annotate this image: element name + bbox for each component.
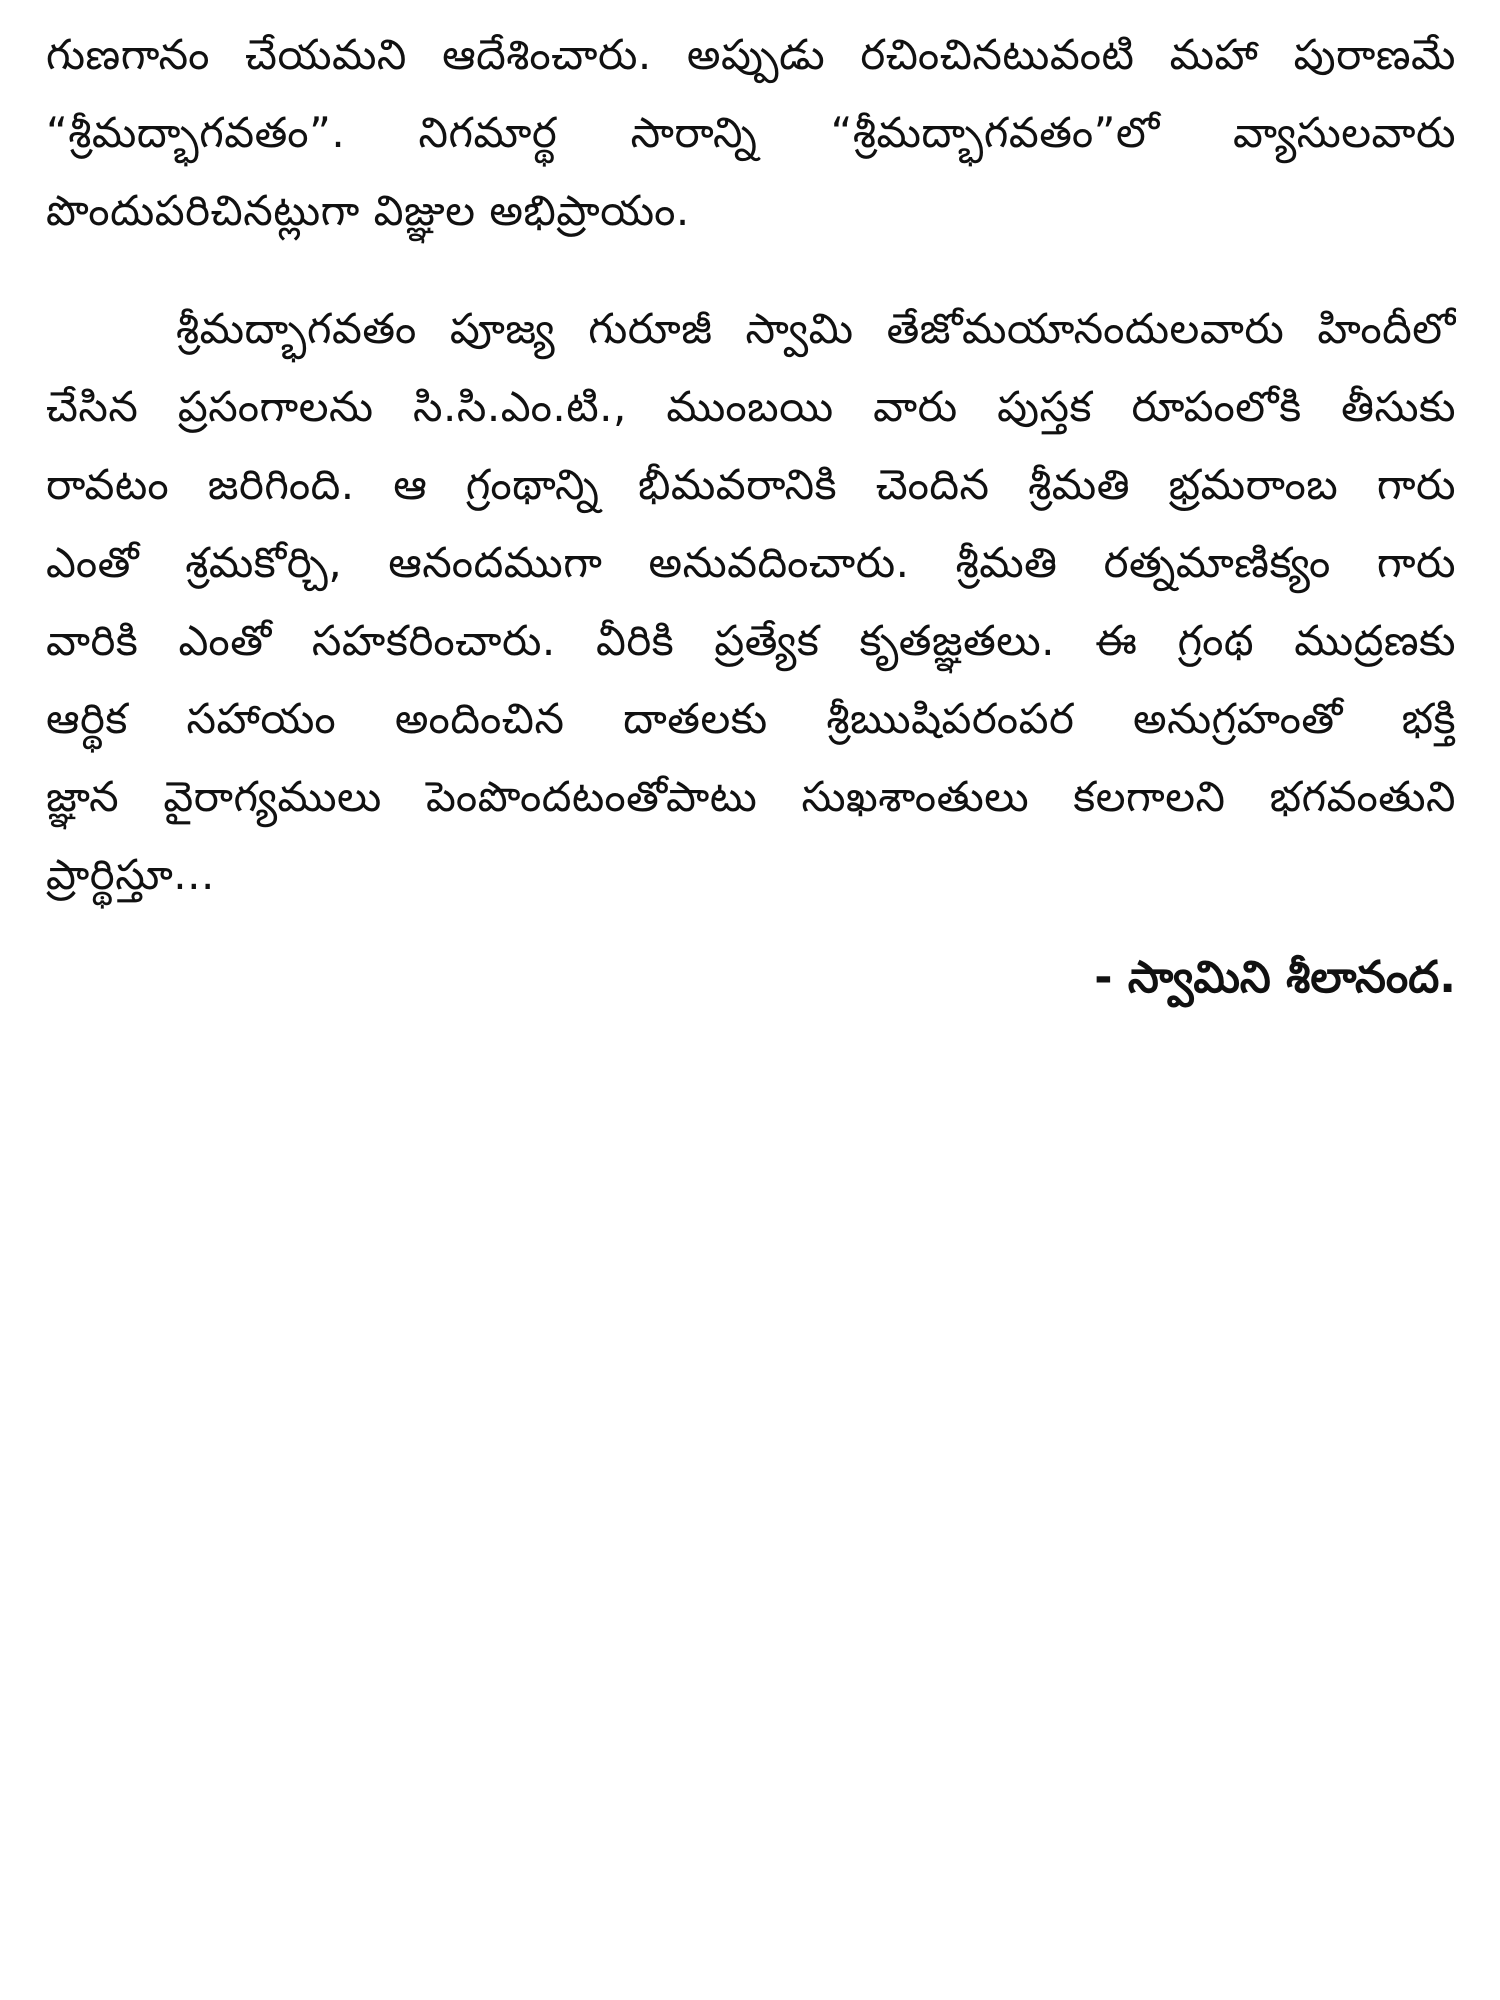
- paragraph-2-line-5: వారికి ఎంతో సహకరించారు. వీరికి ప్రత్యేక కృతజ్ఞతలు. ఈ గ్రంథ ముద్రణకు: [46, 616, 1456, 665]
- paragraph-1: [46, 16, 1456, 250]
- paragraph-2-line-6: ఆర్థిక సహాయం అందించిన దాతలకు శ్రీఋషిపరంపర అనుగ్రహంతో భక్తి: [46, 694, 1456, 743]
- paragraph-2-line-4: ఎంతో శ్రమకోర్చి, ఆనందముగా అనువదించారు. శ్రీమతి రత్నమాణిక్యం గారు: [46, 538, 1456, 587]
- paragraph-2-line-7: జ్ఞాన వైరాగ్యములు పెంపొందటంతోపాటు సుఖశాంతులు కలగాలని భగవంతుని: [46, 772, 1456, 821]
- document-page: [46, 0, 1456, 2000]
- signature: - స్వామిని శీలానంద.: [1094, 952, 1456, 1003]
- paragraph-2-line-1: శ్రీమద్భాగవతం పూజ్య గురూజీ స్వామి తేజోమయానందులవారు హిందీలో: [176, 304, 1456, 353]
- paragraph-2-line-2: చేసిన ప్రసంగాలను సి.సి.ఎం.టి., ముంబయి వారు పుస్తక రూపంలోకి తీసుకు: [46, 382, 1456, 431]
- paragraph-1-line-3: పొందుపరిచినట్లుగా విజ్ఞుల అభిప్రాయం.: [46, 186, 690, 235]
- paragraph-2-line-8: ప్రార్థిస్తూ...: [46, 850, 215, 899]
- paragraph-1-line-1: గుణగానం చేయమని ఆదేశించారు. అప్పుడు రచించినటువంటి మహా పురాణమే: [46, 30, 1456, 79]
- paragraph-1-line-2: “శ్రీమద్భాగవతం”. నిగమార్థ సారాన్ని “శ్రీమద్భాగవతం”లో వ్యాసులవారు: [46, 108, 1456, 157]
- paragraph-2-line-3: రావటం జరిగింది. ఆ గ్రంథాన్ని భీమవరానికి చెందిన శ్రీమతి భ్రమరాంబ గారు: [46, 460, 1456, 509]
- paragraph-2: [46, 290, 1456, 914]
